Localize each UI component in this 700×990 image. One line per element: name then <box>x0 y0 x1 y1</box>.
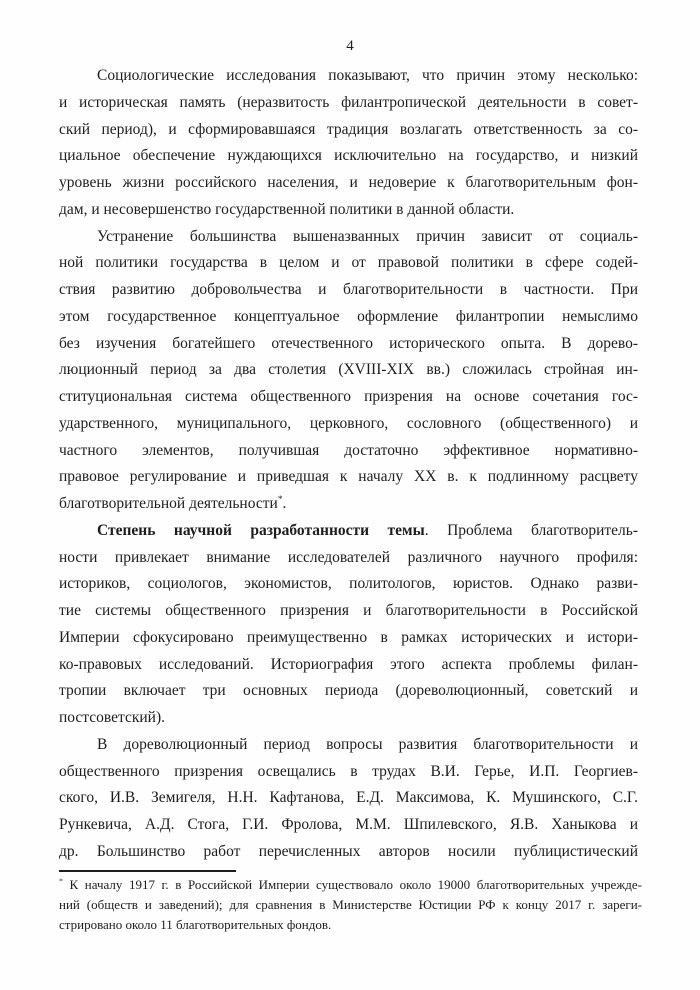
text-line <box>59 411 638 438</box>
text-segment: ституциональная система общественного призрения на основе сочетания гос- <box>59 388 638 405</box>
text-segment: частного элементов, получившая достаточно эффективное нормативно- <box>59 441 638 459</box>
text-segment: историков, социологов, экономистов, политологов, юристов. Однако разви- <box>59 575 638 593</box>
text-line <box>59 277 638 304</box>
text-line <box>59 625 638 652</box>
text-segment: тропии включает три основных периода (дореволюционный, советский и <box>59 682 638 700</box>
text-segment: благотворительной деятельности <box>59 495 278 512</box>
text-segment: ности привлекает внимание исследователей различного научного профиля: <box>59 548 638 566</box>
text-segment: и историческая память (неразвитость филантропической деятельности в совет- <box>59 93 638 111</box>
text-segment: Устранение большинства вышеназванных причин зависит от социаль- <box>97 227 638 245</box>
text-segment: уровень жизни российского населения, и недоверие к благотворительным фон- <box>59 174 638 191</box>
footnote <box>59 875 642 936</box>
text-line <box>59 598 638 625</box>
text-line <box>59 839 638 866</box>
text-line <box>59 491 638 518</box>
text-line <box>59 438 638 465</box>
text-line <box>59 678 638 705</box>
text-segment: тие системы общественного призрения и благотворительности в Российской <box>59 602 638 619</box>
text-line <box>59 63 638 90</box>
text-segment: стрировано около 11 благотворительных фондов. <box>59 917 332 933</box>
text-line <box>59 545 638 572</box>
text-segment: ского, И.В. Земигеля, Н.Н. Кафтанова, Е.Д. Максимова, К. Мушинского, С.Г. <box>59 789 638 807</box>
text-line <box>59 357 638 384</box>
text-line <box>59 571 638 598</box>
text-line <box>59 732 638 759</box>
bold-heading-text: Степень научной разработанности темы <box>97 521 425 539</box>
text-segment: ний (обществ и заведений); для сравнения в Министерстве Юстиции РФ к концу 2017 г. зареги- <box>59 897 642 913</box>
text-segment: этом государственное концептуальное оформление филантропии немыслимо <box>59 307 638 325</box>
text-line <box>59 331 638 358</box>
footnote-marker: * <box>59 876 63 886</box>
text-line <box>59 250 638 277</box>
text-line <box>59 759 638 786</box>
text-segment: постсоветский). <box>59 709 166 726</box>
text-segment: . Проблема благотворитель- <box>424 521 638 539</box>
footnote-marker: * <box>277 494 283 505</box>
text-segment: без изучения богатейшего отечественного исторического опыта. В дорево- <box>59 334 638 352</box>
text-line <box>59 304 638 331</box>
text-segment: ной политики государства в целом и от правовой политики в сфере содей- <box>59 254 638 272</box>
text-line <box>59 143 638 170</box>
text-segment: ствия развитию добровольчества и благотворительности в частности. При <box>59 281 638 298</box>
text-segment: дам, и несовершенство государственной политики в данной области. <box>59 200 515 218</box>
text-segment: ко-правовых исследований. Историография этого аспекта проблемы филан- <box>59 655 638 673</box>
text-segment: Империи сфокусировано преимущественно в рамках исторических и истори- <box>59 628 638 646</box>
text-segment: К началу 1917 г. в Российской Империи существовало около 19000 благотворительных учрежде- <box>62 877 642 892</box>
text-segment: правовое регулирование и приведшая к началу XX в. к подлинному расцвету <box>59 468 638 486</box>
text-segment: др. Большинство работ перечисленных авторов носили публицистический <box>59 842 638 860</box>
footnote-line <box>59 915 642 935</box>
text-line <box>59 224 638 251</box>
text-line <box>59 705 638 732</box>
text-segment: циальное обеспечение нуждающихся исключительно на государство, и низкий <box>59 147 638 165</box>
page-number: 4 <box>346 38 354 54</box>
text-line <box>59 384 638 411</box>
text-line <box>59 652 638 679</box>
text-line <box>59 464 638 491</box>
footnote-separator <box>59 870 236 872</box>
text-line <box>59 518 638 545</box>
text-line <box>59 812 638 839</box>
text-segment: ударственного, муниципального, церковного, сословного (общественного) и <box>59 414 638 432</box>
text-line <box>59 785 638 812</box>
text-segment: Социологические исследования показывают, что причин этому несколько: <box>97 67 638 84</box>
text-segment: . <box>282 495 287 512</box>
footnote-line <box>59 895 642 915</box>
text-segment: Рункевича, А.Д. Стога, Г.И. Фролова, М.М. Шпилевского, Я.В. Ханыкова и <box>59 816 638 833</box>
text-segment: ский период), и сформировавшаяся традиция возлагать ответственность за со- <box>59 120 638 138</box>
text-segment: В дореволюционный период вопросы развития благотворительности и <box>97 735 638 753</box>
text-line <box>59 170 638 197</box>
text-line <box>59 90 638 117</box>
text-line <box>59 197 638 224</box>
text-line <box>59 117 638 144</box>
footnote-line <box>59 875 642 895</box>
text-segment: люционный период за два столетия (XVIII-XIX вв.) сложилась стройная ин- <box>59 361 638 379</box>
text-segment: общественного призрения освещались в трудах В.И. Герье, И.П. Георгиев- <box>59 762 638 780</box>
body-text <box>59 63 638 866</box>
